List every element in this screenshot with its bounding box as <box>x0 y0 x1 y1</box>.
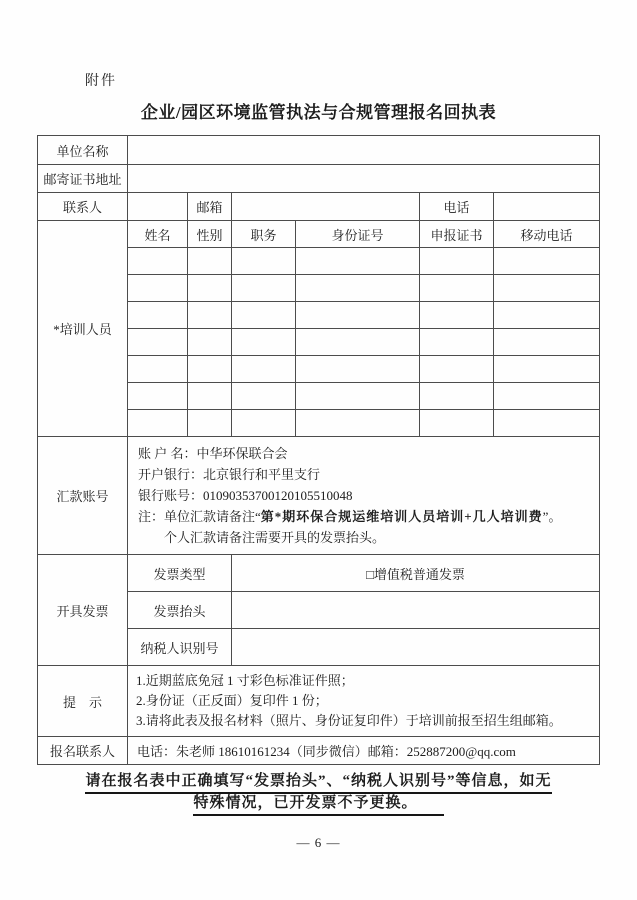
trainee-empty-cell <box>419 356 493 383</box>
remittance-account-name: 账 户 名：中华环保联合会 <box>137 446 288 461</box>
trainee-empty-cell <box>419 329 493 356</box>
remittance-account-number: 银行账号：01090353700120105510048 <box>137 488 353 503</box>
trainee-col-position: 职务 <box>231 221 295 248</box>
taxpayer-id-label: 纳税人识别号 <box>127 629 231 666</box>
taxpayer-id-value-cell <box>231 629 599 666</box>
tips-row <box>37 666 599 737</box>
trainee-empty-cell <box>493 329 599 356</box>
registration-contact-row <box>37 737 599 765</box>
email-value-cell <box>231 193 419 221</box>
trainee-empty-cell <box>419 248 493 275</box>
page-title: 企业/园区环境监管执法与合规管理报名回执表 <box>140 103 497 122</box>
registration-form-table <box>37 135 600 765</box>
remittance-note: 注：单位汇款请备注“第*期环保合规运维培训人员培训+几人培训费”。 <box>137 509 562 524</box>
trainee-empty-cell <box>493 248 599 275</box>
registration-contact-value: 电话：朱老师 18610161234（同步微信）邮箱：252887200@qq.com <box>127 737 599 765</box>
invoice-title-value-cell <box>231 592 599 629</box>
tips-content-cell <box>127 666 599 737</box>
trainee-header-row <box>37 221 599 248</box>
remittance-note-bold: 第*期环保合规运维培训人员培训+几人培训费 <box>260 509 543 524</box>
trainee-empty-cell <box>127 383 187 410</box>
contact-label: 联系人 <box>37 193 127 221</box>
invoice-type-value: □增值税普通发票 <box>231 555 599 592</box>
trainee-empty-cell <box>231 383 295 410</box>
page-number: — 6 — <box>296 835 341 850</box>
remittance-details-cell <box>127 437 599 555</box>
attachment-label: 附件 <box>85 74 117 89</box>
trainee-empty-cell <box>187 329 231 356</box>
mailing-address-label: 邮寄证书地址 <box>37 165 127 193</box>
unit-name-label: 单位名称 <box>37 136 127 165</box>
invoice-label: 开具发票 <box>37 555 127 666</box>
contact-name-value-cell <box>127 193 187 221</box>
trainees-label: *培训人员 <box>37 221 127 437</box>
invoice-type-label: 发票类型 <box>127 555 231 592</box>
trainee-empty-cell <box>187 410 231 437</box>
remittance-note-line2: 个人汇款请备注需要开具的发票抬头。 <box>163 530 385 545</box>
trainee-empty-cell <box>295 302 419 329</box>
trainee-empty-cell <box>187 383 231 410</box>
trainee-empty-cell <box>493 410 599 437</box>
trainee-empty-cell <box>493 383 599 410</box>
unit-name-row <box>37 136 599 165</box>
phone-label: 电话 <box>419 193 493 221</box>
unit-name-value-cell <box>127 136 599 165</box>
tip-item-3: 3.请将此表及报名材料（照片、身份证复印件）于培训前报至招生组邮箱。 <box>135 713 562 728</box>
trainee-empty-cell <box>295 248 419 275</box>
trainee-empty-cell <box>493 275 599 302</box>
phone-value-cell <box>493 193 599 221</box>
mailing-address-value-cell <box>127 165 599 193</box>
footer-note <box>34 772 604 816</box>
trainee-empty-cell <box>231 302 295 329</box>
trainee-empty-cell <box>187 302 231 329</box>
trainee-empty-cell <box>231 275 295 302</box>
trainee-empty-cell <box>127 356 187 383</box>
tips-label: 提 示 <box>37 666 127 737</box>
trainee-empty-cell <box>295 383 419 410</box>
trainee-empty-cell <box>231 329 295 356</box>
trainee-col-certificate: 申报证书 <box>419 221 493 248</box>
trainee-empty-cell <box>231 356 295 383</box>
trainee-empty-cell <box>419 383 493 410</box>
trainee-empty-cell <box>419 302 493 329</box>
trainee-empty-cell <box>295 410 419 437</box>
footer-note-line1: 请在报名表中正确填写“发票抬头”、“纳税人识别号”等信息，如无 <box>85 772 551 794</box>
trainee-empty-cell <box>127 275 187 302</box>
registration-contact-label: 报名联系人 <box>37 737 127 765</box>
trainee-col-gender: 性别 <box>187 221 231 248</box>
remittance-row <box>37 437 599 555</box>
trainee-empty-cell <box>231 248 295 275</box>
trainee-empty-cell <box>187 356 231 383</box>
trainee-empty-cell <box>295 356 419 383</box>
contact-row <box>37 193 599 221</box>
trainee-empty-cell <box>295 275 419 302</box>
remittance-label: 汇款账号 <box>37 437 127 555</box>
invoice-type-row <box>37 555 599 592</box>
trainee-empty-cell <box>187 275 231 302</box>
trainee-empty-cell <box>493 302 599 329</box>
footer-note-line2: 特殊情况，已开发票不予更换。 <box>193 794 443 816</box>
trainee-empty-cell <box>127 302 187 329</box>
email-label: 邮箱 <box>187 193 231 221</box>
trainee-empty-cell <box>419 410 493 437</box>
trainee-empty-cell <box>127 329 187 356</box>
trainee-col-name: 姓名 <box>127 221 187 248</box>
mailing-address-row <box>37 165 599 193</box>
trainee-empty-cell <box>187 248 231 275</box>
invoice-title-label: 发票抬头 <box>127 592 231 629</box>
trainee-col-mobile: 移动电话 <box>493 221 599 248</box>
trainee-empty-cell <box>127 248 187 275</box>
trainee-empty-cell <box>127 410 187 437</box>
trainee-empty-cell <box>231 410 295 437</box>
tip-item-2: 2.身份证（正反面）复印件 1 份； <box>135 693 328 708</box>
trainee-col-id-number: 身份证号 <box>295 221 419 248</box>
trainee-empty-cell <box>493 356 599 383</box>
trainee-empty-cell <box>295 329 419 356</box>
tip-item-1: 1.近期蓝底免冠 1 寸彩色标准证件照； <box>135 673 354 688</box>
trainee-empty-cell <box>419 275 493 302</box>
remittance-bank: 开户银行：北京银行和平里支行 <box>137 467 320 482</box>
